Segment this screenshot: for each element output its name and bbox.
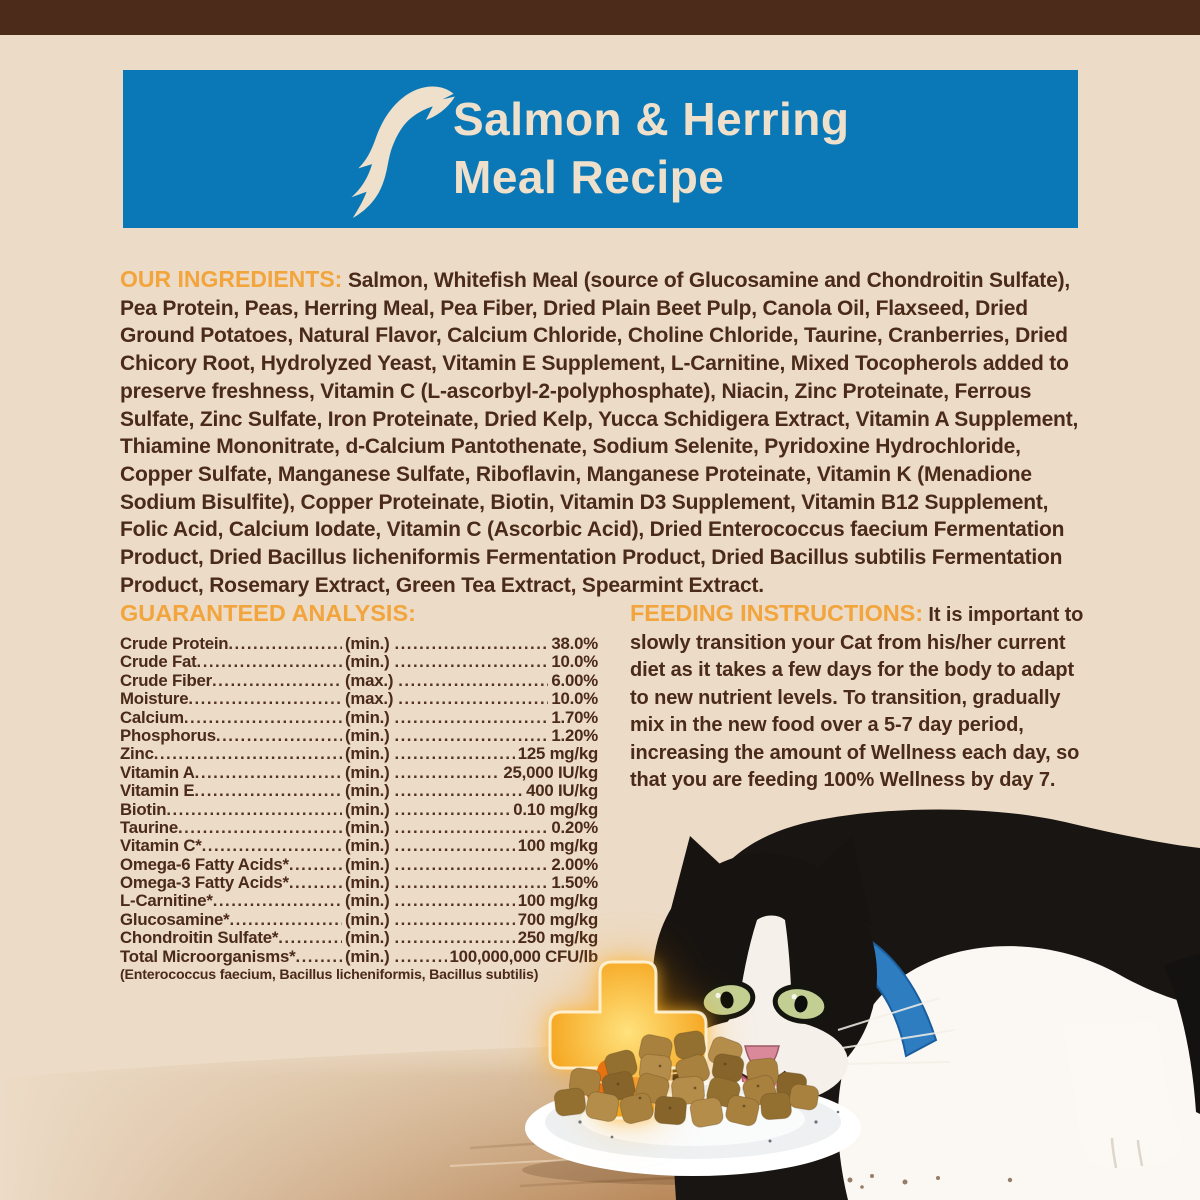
ga-row [120,744,598,762]
ga-qualifier: (min.) [345,854,390,874]
ga-label: Glucosamine* [120,909,230,929]
ga-row [120,781,598,799]
recipe-title-line1: Salmon & Herring [453,93,850,145]
ga-value: 100 mg/kg [517,891,598,911]
ga-label: Vitamin E [120,781,195,801]
ga-qualifier: (min.) [345,634,390,653]
ingredients-section [120,266,1082,599]
top-bar [0,0,1200,35]
ga-label: Vitamin C* [120,836,202,856]
dot-leader [398,689,548,709]
ingredients-text: Salmon, Whitefish Meal (source of Glucosamine and Chondroitin Sulfate), Pea Protein, Peas, Herring Meal, Pea Fiber, Dried Plain Beet Pulp, Canola Oil, Flaxseed, Dried Ground Potatoes, Natural Flavor, Calcium Chloride, Choline Chloride, Taurine, Cranberries, Dried Chicory Root, Hydrolyzed Yeast, Vitamin E Supplement, L-Carnitine, Mixed Tocopherols added to preserve freshness, Vitamin C (L-ascorbyl-2-polyphosphate), Niacin, Zinc Proteinate, Ferrous Sulfate, Zinc Sulfate, Iron Proteinate, Dried Kelp, Yucca Schidigera Extract, Vitamin A Supplement, Thiamine Mononitrate, d-Calcium Pantothenate, Sodium Selenite, Pyridoxine Hydrochloride, Copper Sulfate, Manganese Sulfate, Riboflavin, Manganese Proteinate, Vitamin K (Menadione Sodium Bisulfite), Copper Proteinate, Biotin, Vitamin D3 Supplement, Vitamin B12 Supplement, Folic Acid, Calcium Iodate, Vitamin C (Ascorbic Acid), Dried Enterococcus faecium Fermentation Product, Dried Bacillus licheniformis Fermentation Product, Dried Bacillus subtilis Fermentation Product, Rosemary Extract, Green Tea Extract, Spearmint Extract. [120,269,1079,597]
dot-leader [212,671,342,691]
ga-label: Phosphorus [120,725,216,745]
ga-value: 100 mg/kg [517,836,598,856]
dot-leader [154,744,342,764]
ga-value: 400 IU/kg [526,781,598,801]
ga-label: Total Microorganisms* [120,946,296,966]
ga-value: 1.50% [551,873,598,893]
ga-qualifier: (min.) [345,762,390,782]
ga-value: 2.00% [551,854,598,874]
ga-qualifier: (min.) [345,909,390,929]
ga-row-left [120,652,342,672]
ga-row [120,689,598,707]
ga-row-left [120,689,342,709]
ga-qualifier: (min.) [345,836,390,856]
ga-value: 250 mg/kg [517,928,598,948]
ga-qualifier: (min.) [345,873,390,893]
ga-row-left [120,763,342,783]
ga-value: 0.10 mg/kg [513,799,598,819]
ga-row-left [120,744,342,764]
ga-value: 1.70% [551,707,598,727]
ga-label: Crude Protein [120,634,229,653]
dot-leader [194,781,342,801]
feeding-instructions-text: It is important to slowly transition your Cat from his/her current diet as it takes a few days for the body to adapt to new nutrient levels. To transition, gradually mix in the new food over a 5-7 day period, increasing the amount of Wellness each day, so that you are feeding 100% Wellness by day 7. [630,604,1084,791]
ga-label: L-Carnitine* [120,891,213,911]
ga-label: Omega-6 Fatty Acids* [120,854,289,874]
dot-leader [394,744,514,764]
ga-value: 10.0% [551,689,598,709]
ingredients-heading: OUR INGREDIENTS: [120,266,343,292]
ga-qualifier: (min.) [345,652,390,672]
ga-footnote: (Enterococcus faecium, Bacillus licheniformis, Bacillus subtilis) [120,967,539,984]
ga-row [120,763,598,781]
ga-row-left [120,634,342,654]
ga-value: 0.20% [551,817,598,837]
dot-leader [394,708,548,728]
feeding-instructions-heading: FEEDING INSTRUCTIONS: [630,600,923,626]
dot-leader [184,708,342,728]
ga-label: Chondroitin Sulfate* [120,928,279,948]
ga-value: 38.0% [551,634,598,653]
ga-label: Crude Fat [120,652,197,672]
ga-value: 25,000 IU/kg [503,762,598,782]
ga-qualifier: (min.) [345,799,390,819]
dot-leader [394,763,500,783]
ga-row-left [120,781,342,801]
guaranteed-analysis-heading: GUARANTEED ANALYSIS: [120,600,416,626]
ga-value: 700 mg/kg [517,909,598,929]
ga-label: Omega-3 Fatty Acids* [120,873,289,893]
ga-qualifier: (max.) [345,670,394,690]
ga-row [120,634,598,652]
ga-qualifier: (min.) [345,817,390,837]
ga-qualifier: (min.) [345,781,390,801]
ga-row-left [120,726,342,746]
ga-qualifier: (max.) [345,689,394,709]
ga-row [120,708,598,726]
ga-value: 6.00% [551,670,598,690]
dot-leader [188,689,342,709]
ga-label: Biotin [120,799,167,819]
dot-leader [394,781,523,801]
dot-leader [216,726,342,746]
ga-value: 1.20% [551,725,598,745]
dot-leader [394,634,548,654]
dot-leader [197,652,342,672]
dot-leader [394,726,548,746]
ga-qualifier: (min.) [345,891,390,911]
ga-value: 100,000,000 CFU/lb [449,946,598,966]
ga-label: Calcium [120,707,184,727]
ga-qualifier: (min.) [345,744,390,764]
ga-label: Vitamin A [120,762,195,782]
ga-label: Crude Fiber [120,670,212,690]
ga-qualifier: (min.) [345,928,390,948]
dot-leader [195,763,342,783]
recipe-title-line2: Meal Recipe [453,151,725,203]
ga-qualifier: (min.) [345,707,390,727]
ga-label: Taurine [120,817,178,837]
ga-value: 125 mg/kg [517,744,598,764]
dot-leader [398,671,548,691]
ga-qualifier: (min.) [345,946,390,966]
recipe-banner [123,70,1078,228]
ga-value: 10.0% [551,652,598,672]
ga-row [120,671,598,689]
feeding-instructions-section [630,600,1088,795]
ga-label: Moisture [120,689,189,709]
ga-row [120,652,598,670]
recipe-title [453,90,850,206]
dot-leader [394,652,548,672]
cat-photo [0,800,1200,1200]
ga-qualifier: (min.) [345,725,390,745]
ga-row-left [120,708,342,728]
dot-leader [228,634,342,654]
ga-row-left [120,671,342,691]
ga-row [120,726,598,744]
ga-label: Zinc [120,744,154,764]
